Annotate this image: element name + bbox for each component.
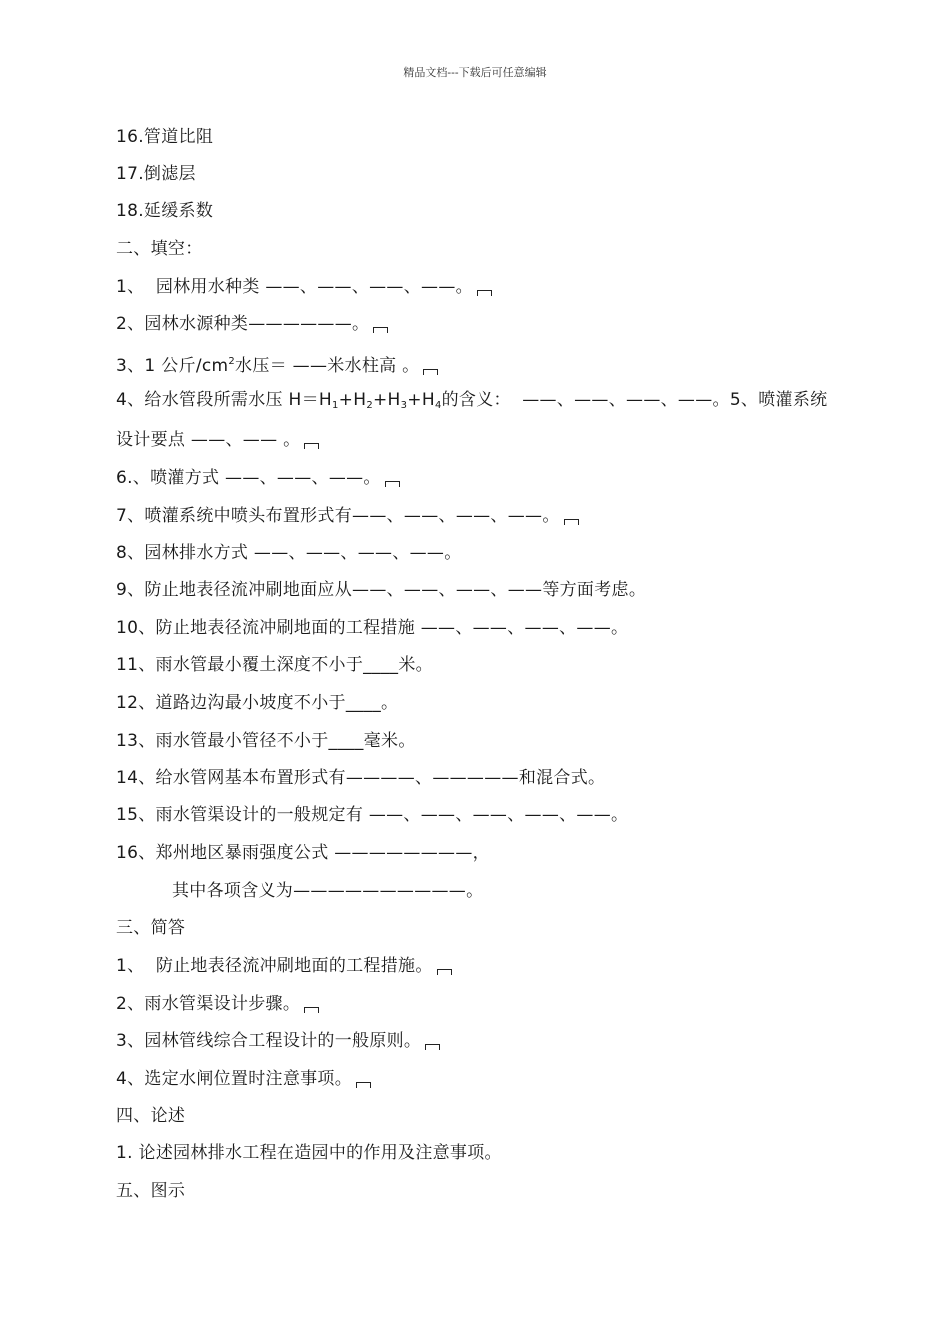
question-3-text: 3、园林管线综合工程设计的一般原则。 (116, 1031, 422, 1051)
fill-item-15: 15、雨水管渠设计的一般规定有 ——、——、——、——、——。 (116, 805, 629, 825)
fill-item-2 (116, 313, 388, 335)
fill-item-5 (116, 429, 319, 451)
fill-item-4-text-b: +H (338, 390, 367, 410)
fill-item-4-text-a: 4、给水管段所需水压 H＝H (116, 390, 332, 410)
fill-item-6 (116, 467, 400, 489)
bracket-mark-icon (437, 969, 452, 975)
fill-item-14: 14、给水管网基本布置形式有————、—————和混合式。 (116, 768, 606, 788)
bracket-mark-icon (425, 1044, 440, 1050)
fill-item-4-text-c: +H (372, 390, 401, 410)
question-4 (116, 1068, 371, 1090)
fill-item-1-text: 1、 园林用水种类 ——、——、——、——。 (116, 277, 473, 297)
fill-item-7 (116, 505, 579, 527)
fill-item-3-text-a: 3、1 公斤/cm (116, 356, 229, 376)
fill-item-8: 8、园林排水方式 ——、——、——、——。 (116, 543, 462, 563)
question-3 (116, 1030, 440, 1052)
fill-item-2-text: 2、园林水源种类——————。 (116, 314, 370, 334)
bracket-mark-icon (564, 519, 579, 525)
question-1-text: 1、 防止地表径流冲刷地面的工程措施。 (116, 956, 433, 976)
fill-item-11: 11、雨水管最小覆土深度不小于____米。 (116, 655, 433, 675)
bracket-mark-icon (373, 327, 388, 333)
bracket-mark-icon (423, 369, 438, 375)
subscript: 4 (434, 400, 442, 411)
bracket-mark-icon (356, 1082, 371, 1088)
fill-item-6-text: 6.、喷灌方式 ——、——、——。 (116, 468, 381, 488)
fill-item-13: 13、雨水管最小管径不小于____毫米。 (116, 731, 416, 751)
fill-item-5-text: 设计要点 ——、—— 。 (116, 430, 301, 450)
bracket-mark-icon (385, 481, 400, 487)
question-1 (116, 955, 452, 977)
page-header: 精品文档---下载后可任意编辑 (403, 66, 547, 79)
subscript: 3 (400, 400, 408, 411)
fill-item-3-text-b: 水压＝ ——米水柱高 。 (235, 356, 420, 376)
fill-item-4-text-d: +H (407, 390, 435, 410)
fill-item-1 (116, 276, 492, 298)
essay-item-1: 1. 论述园林排水工程在造园中的作用及注意事项。 (116, 1143, 502, 1163)
fill-item-7-text: 7、喷灌系统中喷头布置形式有——、——、——、——。 (116, 506, 560, 526)
section-fill-blank-heading: 二、填空： (116, 239, 203, 259)
section-essay-heading: 四、论述 (116, 1106, 186, 1126)
question-2-text: 2、雨水管渠设计步骤。 (116, 994, 301, 1014)
superscript: 2 (228, 356, 236, 367)
subscript: 2 (366, 400, 373, 411)
bracket-mark-icon (304, 443, 319, 449)
question-2 (116, 993, 319, 1015)
term-16: 16.管道比阻 (116, 127, 214, 147)
section-short-answer-heading: 三、简答 (116, 918, 186, 938)
subscript: 1 (332, 400, 339, 411)
term-18: 18.延缓系数 (116, 201, 214, 221)
bracket-mark-icon (304, 1007, 319, 1013)
bracket-mark-icon (477, 290, 492, 296)
fill-item-16-continued: 其中各项含义为——————————。 (172, 881, 484, 901)
fill-item-3 (116, 351, 438, 377)
fill-item-12: 12、道路边沟最小坡度不小于____。 (116, 693, 399, 713)
fill-item-9: 9、防止地表径流冲刷地面应从——、——、——、——等方面考虑。 (116, 580, 647, 600)
fill-item-4-text-e: 的含义： ——、——、——、——。5、喷灌系统 (441, 390, 828, 410)
section-diagram-heading: 五、图示 (116, 1181, 186, 1201)
fill-item-10: 10、防止地表径流冲刷地面的工程措施 ——、——、——、——。 (116, 618, 629, 638)
fill-item-4 (116, 389, 827, 417)
term-17: 17.倒滤层 (116, 164, 196, 184)
fill-item-16: 16、郑州地区暴雨强度公式 ————————， (116, 843, 490, 863)
question-4-text: 4、选定水闸位置时注意事项。 (116, 1069, 353, 1089)
